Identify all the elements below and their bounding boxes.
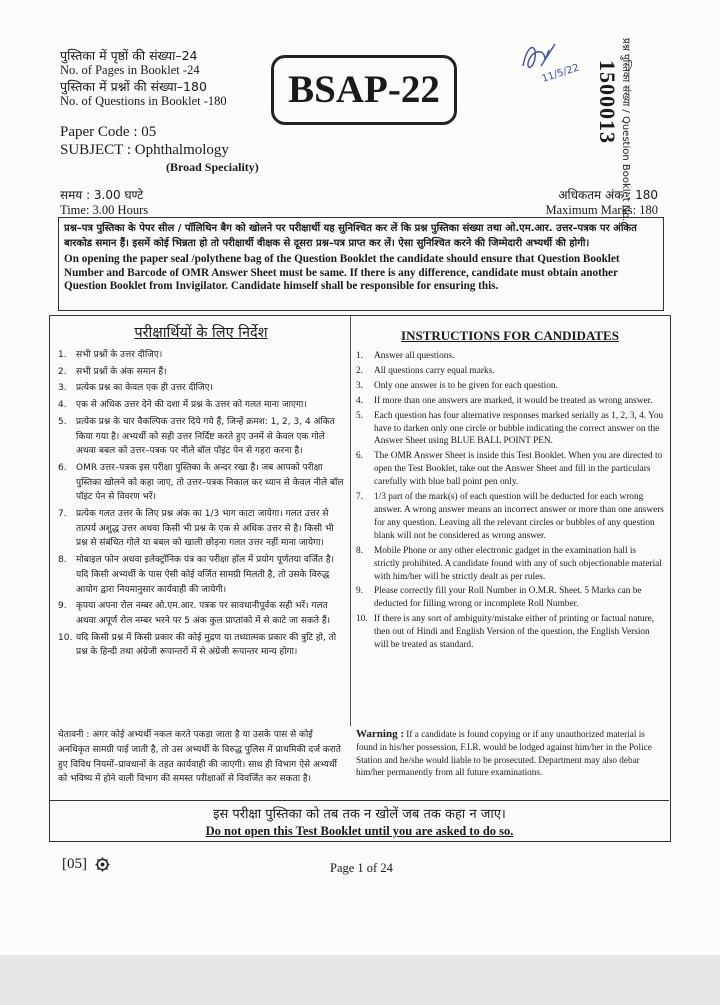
- exam-code-box: BSAP-22: [271, 55, 457, 125]
- instruction-number: 9.: [58, 601, 67, 612]
- instruction-text: OMR उत्तर–पत्रक इस परीक्षा पुस्तिका के अन्दर रखा है। जब आपको परीक्षा पुस्तिका खोलने को कहा जाए, तो उत्तर–पत्रक निकाल कर ध्यान से केवल नीले बॉल पॉइंट पेन से विवरण भरें।: [76, 462, 344, 503]
- instruction-text: प्रत्येक प्रश्न के चार वैकल्पिक उत्तर दिये गये हैं, जिन्हें क्रमश: 1, 2, 3, 4 अंकित किया गया है। अभ्यर्थी को सही उत्तर निर्दिष्ट करते हुए उनमें से केवल एक गोले अथवा बबल को उत्तर–पत्रक पर नीले बॉल पॉइंट पेन से गहरा करना है।: [76, 416, 335, 457]
- instruction-item: [58, 365, 344, 380]
- instruction-text: Each question has four alternative responses marked serially as 1, 2, 3, 4. You have to darken only one circle or bubble indicating the correct answer on the Answer Sheet using BLUE BALL POINT PEN.: [374, 410, 664, 447]
- booklet-info: [60, 48, 227, 110]
- instructions-box: [49, 315, 671, 842]
- instruction-text: Answer all questions.: [374, 351, 455, 361]
- instruction-text: एक से अधिक उत्तर देने की दशा में प्रश्न के उत्तर को गलत माना जाएगा।: [76, 400, 307, 411]
- instruction-text: The OMR Answer Sheet is inside this Test Booklet. When you are directed to open the Test Booklet, take out the Answer Sheet and fill in the particulars carefully with blue ball point pen only.: [374, 451, 663, 488]
- max-marks-hindi: अधिकतम अंक : 180: [558, 188, 658, 202]
- instructions-english-column: [356, 322, 664, 654]
- instruction-number: 3.: [58, 383, 67, 394]
- column-divider: [350, 316, 351, 726]
- booklet-number-label: प्रश्न पुस्तिका संख्या / Question Booklet No.: [620, 38, 631, 222]
- booklet-number: 1500013: [595, 60, 620, 144]
- footer-code-text: [05]: [62, 856, 87, 872]
- subject: SUBJECT : Ophthalmology: [60, 142, 229, 158]
- instruction-text: प्रत्येक प्रश्न का केवल एक ही उत्तर दीजिए।: [76, 383, 213, 394]
- instructions-hindi-list: [58, 348, 344, 660]
- instruction-item: [58, 415, 344, 459]
- instruction-text: कृपया अपना रोल नम्बर ओ.एम.आर. पत्रक पर सावधानीपूर्वक सही भरें। गलत अथवा अपूर्ण रोल नम्बर भरने पर 5 अंक कुल प्राप्तांको में से काटे जा सकते हैं।: [76, 601, 331, 626]
- do-not-open-english: Do not open this Test Booklet until you are asked to do so.: [205, 824, 514, 838]
- instruction-text: प्रत्येक गलत उत्तर के लिए प्रश्न अंक का 1/3 भाग काटा जायेगा। गलत उत्तर से तात्पर्य अशुद्ध उत्तर अथवा किसी भी प्रश्न के एक से अधिक उत्तर से है। किसी भी प्रश्न से संबंधित गोले या बबल को खाली छोड़ना गलत उत्तर नहीं माना जायेगा।: [76, 509, 334, 549]
- pages-count-hindi: पुस्तिका में पृष्ठों की संख्या–24: [60, 48, 198, 63]
- seal-notice-box: [58, 217, 664, 311]
- instruction-item: [356, 613, 664, 652]
- instruction-number: 7.: [356, 492, 363, 503]
- instruction-item: [356, 350, 664, 363]
- do-not-open-notice: [50, 800, 669, 840]
- instruction-number: 4.: [356, 395, 363, 406]
- time-english: Time: 3.00 Hours: [60, 203, 149, 217]
- pages-count-english: No. of Pages in Booklet -24: [60, 63, 200, 78]
- instruction-number: 5.: [58, 416, 67, 427]
- gear-icon: [95, 857, 110, 872]
- questions-count-hindi: पुस्तिका में प्रश्नों की संख्या–180: [60, 78, 207, 94]
- warning-hindi: चेतावनी : अगर कोई अभ्यर्थी नकल करते पकड़ा जाता है या उसके पास से कोई अनधिकृत सामग्री पाई जाती है, तो उस अभ्यर्थी के विरुद्ध पुलिस में प्राथमिकी दर्ज कराते हुए विविध नियमों–प्रावधानों के तहत कार्यवाही की जाएगी। साथ ही विभाग ऐसे अभ्यर्थी को भविष्य में होने वाली विभाग की समस्त परीक्षाओं से विवर्जित कर सकता है।: [58, 730, 341, 785]
- footer-paper-code: [62, 856, 110, 873]
- instruction-item: [58, 507, 344, 551]
- instruction-item: [58, 398, 344, 413]
- seal-notice-english: On opening the paper seal /polythene bag of the Question Booklet the candidate should ensure that Question Booklet Number and Barcode of OMR Answer Sheet must be same. If there is any difference, candidate must obtain another Question Booklet from Invigilator. Candidate himself shall be responsible for ensuring this.: [64, 253, 620, 293]
- instruction-text: Only one answer is to be given for each question.: [374, 380, 558, 391]
- instruction-number: 6.: [356, 451, 363, 462]
- instruction-item: [356, 450, 664, 489]
- instruction-item: [58, 348, 344, 363]
- instruction-number: 7.: [58, 509, 67, 520]
- instruction-item: [58, 381, 344, 396]
- instruction-text: सभी प्रश्नों के अंक समान हैं।: [76, 366, 167, 377]
- instruction-number: 2.: [58, 366, 67, 377]
- instruction-item: [58, 553, 344, 597]
- warning-label: Warning :: [356, 728, 404, 740]
- instruction-item: [58, 599, 344, 628]
- instruction-item: [356, 491, 664, 543]
- instruction-number: 2.: [356, 365, 363, 376]
- instruction-number: 3.: [356, 380, 363, 391]
- instruction-text: Mobile Phone or any other electronic gadget in the examination hall is strictly prohibited. A candidate found with any of such objectionable material with him/her will be strictly dealt as per rules.: [374, 545, 662, 582]
- instruction-number: 8.: [356, 545, 363, 556]
- instruction-number: 8.: [58, 555, 67, 566]
- questions-count-english: No. of Questions in Booklet -180: [60, 94, 227, 109]
- max-marks-english: Maximum Marks: 180: [545, 203, 658, 217]
- instruction-number: 10.: [58, 632, 73, 643]
- instruction-item: [356, 585, 664, 611]
- instruction-item: [58, 631, 344, 660]
- instruction-item: [356, 380, 664, 393]
- time-hindi: समय : 3.00 घण्टे: [60, 188, 144, 202]
- specialty: (Broad Speciality): [166, 160, 259, 174]
- invigilator-signature: [515, 36, 595, 101]
- seal-notice-hindi: प्रश्न–पत्र पुस्तिका के पेपर सील / पॉलिथिन बैग को खोलने पर परीक्षार्थी यह सुनिश्चित कर लें कि प्रश्न पुस्तिका संख्या तथा ओ.एम.आर. उत्तर–पत्रक पर अंकित बारकोड समान हैं। इसमें कोई भिन्नता हो तो परीक्षार्थी वीक्षक से दूसरा प्रश्न–पत्र प्राप्त कर लें। ऐसा सुनिश्चित करने की जिम्मेदारी अभ्यर्थी की होगी।: [64, 223, 637, 249]
- instruction-text: सभी प्रश्नों के उत्तर दीजिए।: [76, 350, 163, 360]
- warning-english: [356, 728, 664, 779]
- instructions-hindi-title: परीक्षार्थियों के लिए निर्देश: [134, 325, 268, 341]
- instruction-number: 1.: [356, 351, 363, 361]
- signature-date: 11/5/22: [540, 62, 581, 85]
- instruction-item: [356, 545, 664, 584]
- instruction-item: [356, 395, 664, 408]
- instruction-item: [356, 410, 664, 449]
- instruction-text: If there is any sort of ambiguity/mistake either of printing or factual nature, then out of Hindi and English Version of the question, the English Version will be treated as standard.: [374, 614, 655, 651]
- instruction-text: 1/3 part of the mark(s) of each question will be deducted for each wrong answer. A wrong answer means an incorrect answer or more than one answers for any question. Leaving all the relevant circles or bubbles of any question blank will not be considered as wrong answer.: [374, 492, 664, 541]
- booklet-number-block: [594, 36, 638, 222]
- instruction-item: [356, 365, 664, 378]
- instruction-text: मोबाइल फोन अथवा इलेक्ट्रॉनिक यंत्र का परीक्षा हॉल में प्रयोग पूर्णतया वर्जित है। यदि किसी अभ्यर्थी के पास ऐसी कोई वर्जित सामग्री मिलती है, तो उसके विरुद्ध आयोग द्वारा नियमानुसार कार्यवाही की जायेगी।: [76, 555, 335, 595]
- instruction-number: 5.: [356, 410, 363, 421]
- instruction-number: 6.: [58, 462, 67, 473]
- instruction-number: 4.: [58, 400, 67, 411]
- do-not-open-hindi: इस परीक्षा पुस्तिका को तब तक न खोलें जब तक कहा न जाए।: [213, 807, 506, 822]
- instruction-text: Please correctly fill your Roll Number in O.M.R. Sheet. 5 Marks can be deducted for filling wrong or incomplete Roll Number.: [374, 586, 642, 610]
- instruction-text: All questions carry equal marks.: [374, 365, 495, 376]
- instruction-text: If more than one answers are marked, it would be treated as wrong answer.: [374, 395, 653, 406]
- instruction-number: 9.: [356, 586, 363, 597]
- instruction-number: 10.: [356, 614, 368, 625]
- page-number: Page 1 of 24: [330, 861, 393, 875]
- instruction-item: [58, 461, 344, 505]
- warning-text: If a candidate is found copying or if any unauthorized material is found in his/her possession, F.I.R. would be lodged against him/her in the Police Station and he/she would liable to be prosecuted. Department may also debar him/her permanently from all future examinations.: [356, 729, 652, 778]
- instruction-number: 1.: [58, 350, 67, 360]
- instructions-english-title: INSTRUCTIONS FOR CANDIDATES: [401, 328, 619, 343]
- instructions-english-list: [356, 350, 664, 652]
- instruction-text: यदि किसी प्रश्न में किसी प्रकार की कोई मुद्रण या तथ्यात्मक प्रकार की त्रुटि हो, तो प्रश्न के हिन्दी तथा अंग्रेजी रूपान्तरों में से अंग्रेजी रूपान्तर मान्य होगा।: [76, 632, 337, 658]
- paper-code: Paper Code : 05: [60, 124, 157, 140]
- instructions-hindi-column: [58, 322, 344, 662]
